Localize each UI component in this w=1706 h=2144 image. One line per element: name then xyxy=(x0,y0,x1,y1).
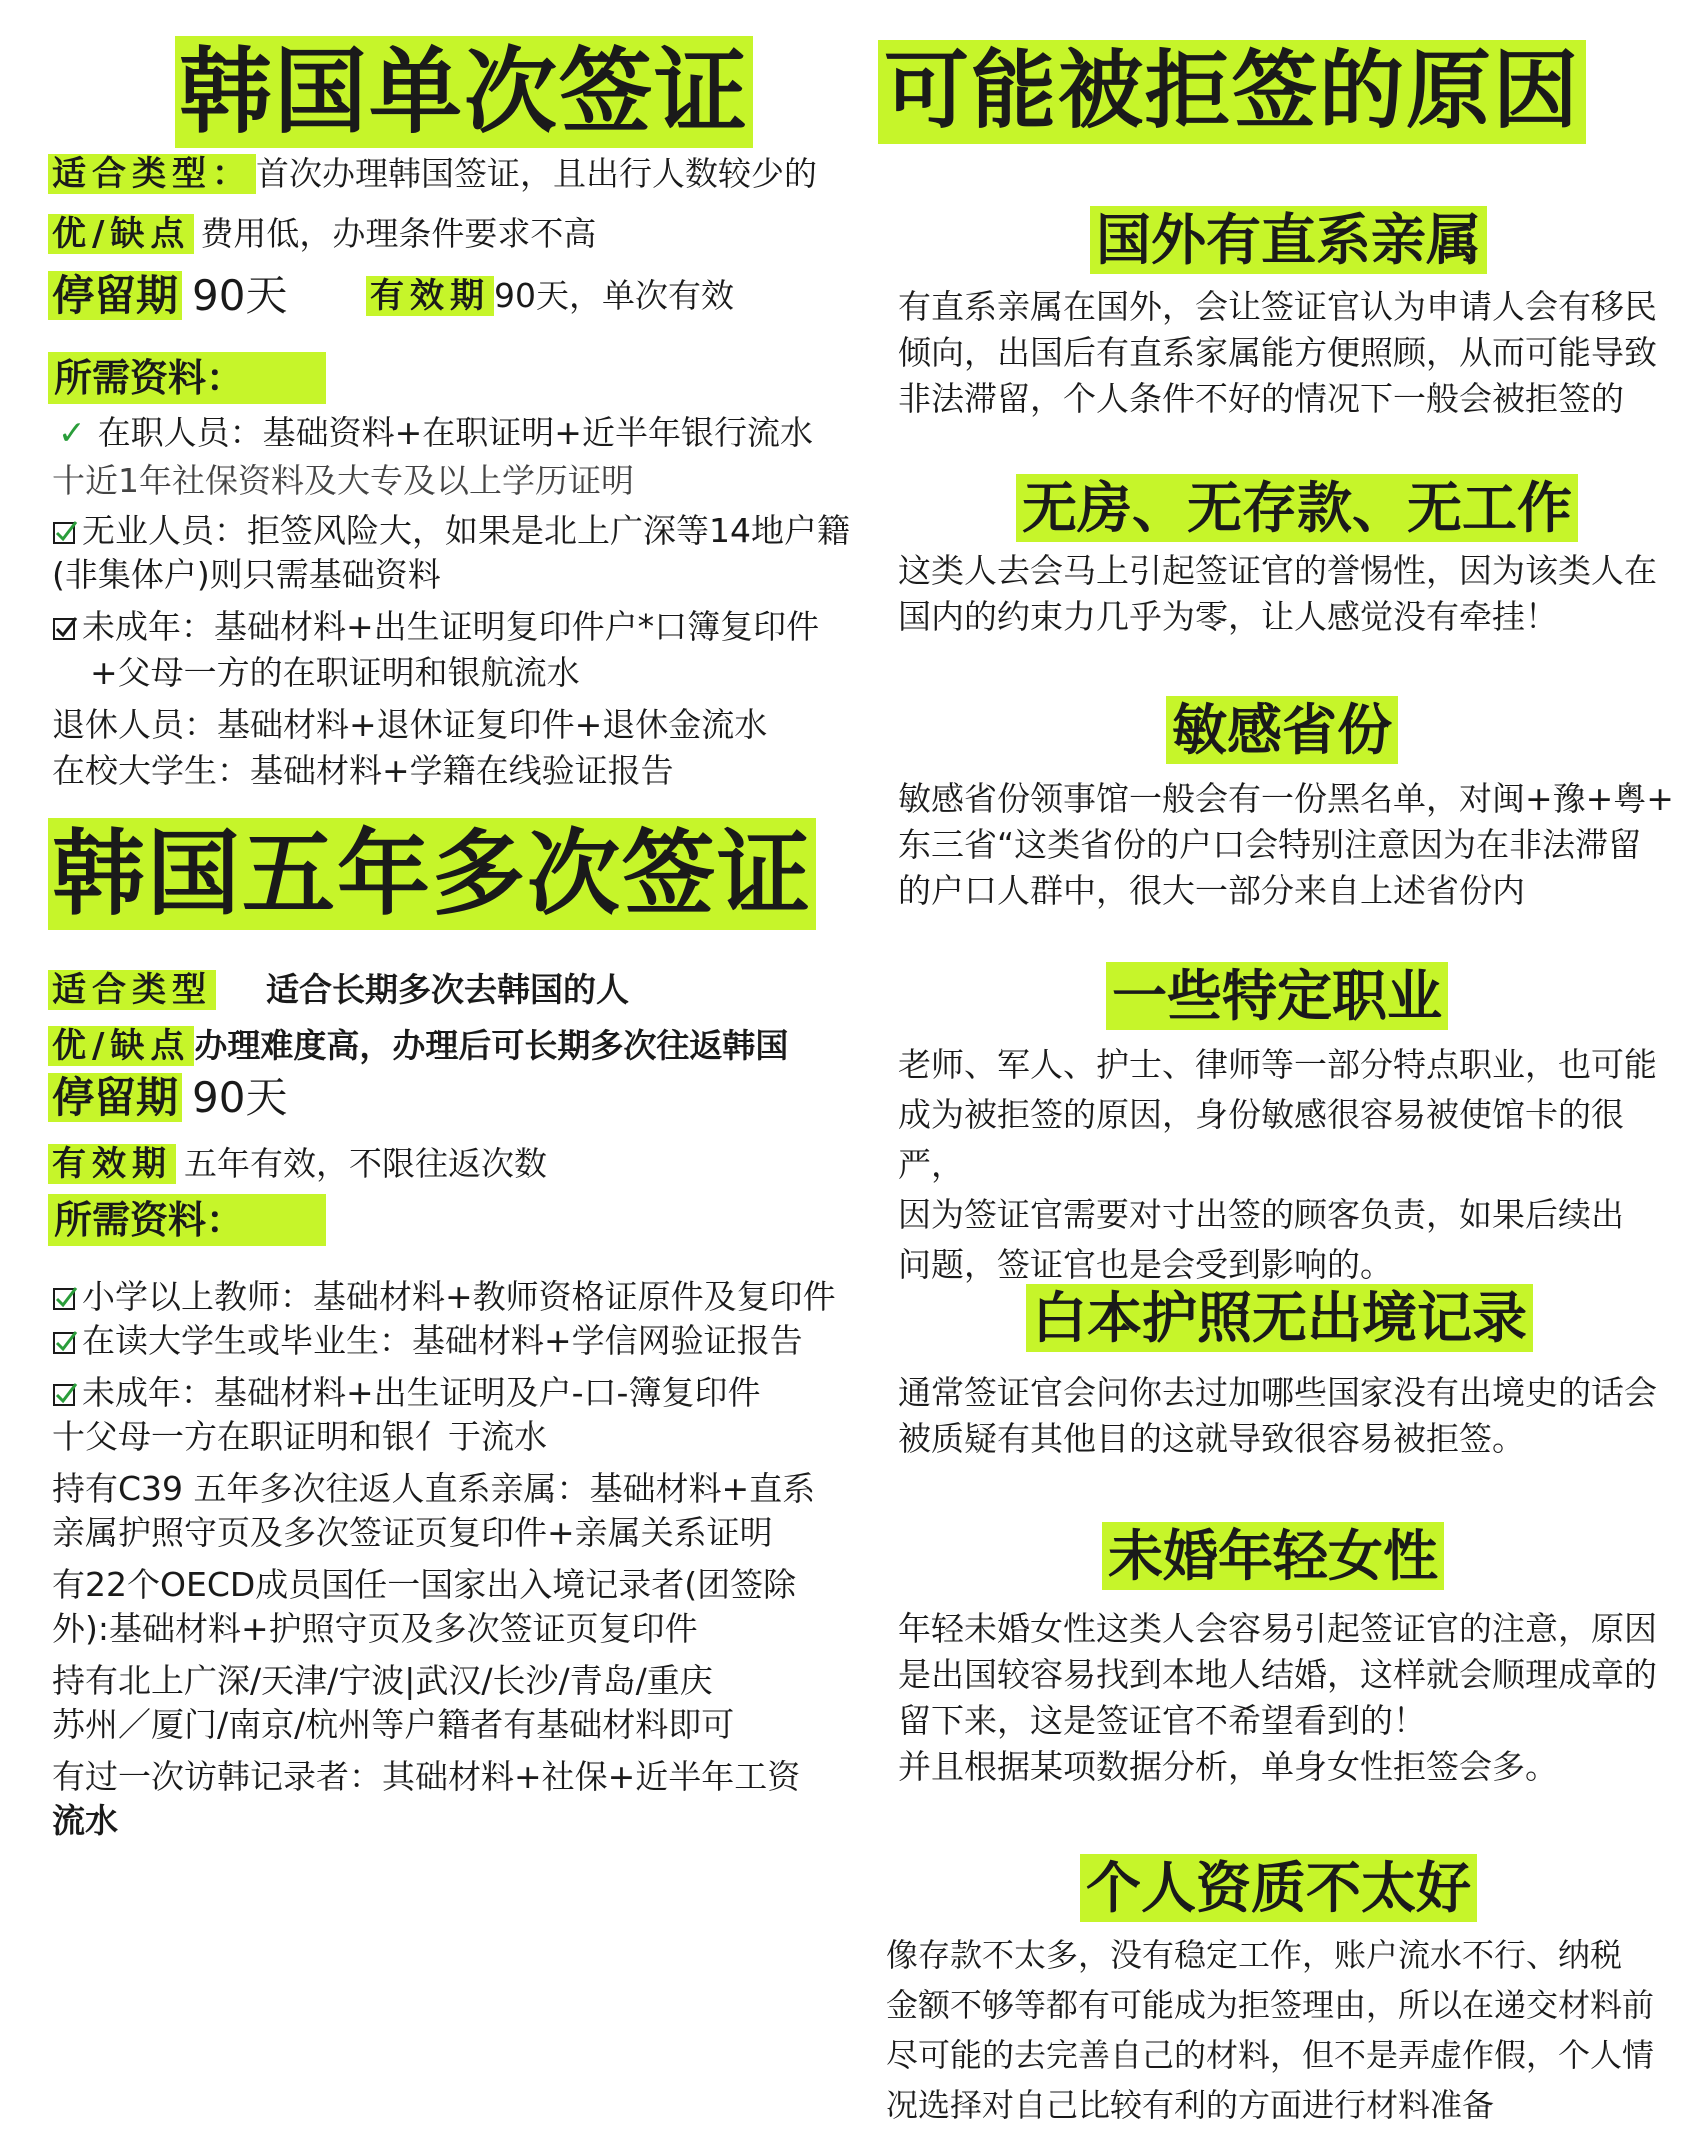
single-item-minor-cont: +父母一方的在职证明和银航流水 xyxy=(90,653,580,692)
checkbox-icon xyxy=(52,1285,78,1311)
reason-line: 这类人去会马上引起签证官的誉惕性，因为该类人在 xyxy=(898,551,1657,590)
multi-pros-label: 优/缺点 xyxy=(48,1026,194,1066)
reason-line: 像存款不太多，没有稳定工作，账户流水不行、纳税 xyxy=(886,1936,1623,1974)
multi-stay-label: 停留期 xyxy=(48,1073,182,1122)
reason-heading: 未婚年轻女性 xyxy=(1102,1522,1444,1590)
checkbox-icon xyxy=(52,615,78,641)
single-item-student: 在校大学生：基础材料+学籍在线验证报告 xyxy=(52,751,674,790)
reason-line: 因为签证官需要对寸出签的顾客负责，如果后续出 xyxy=(898,1195,1624,1234)
multi-item-cities-cont: 苏州／厦门/南京/杭州等户籍者有基础材料即可 xyxy=(52,1705,735,1744)
reason-heading: 个人资质不太好 xyxy=(1080,1854,1477,1922)
reason-line: 年轻未婚女性这类人会容易引起签证官的注意，原因 xyxy=(898,1609,1657,1648)
reason-paragraph xyxy=(898,284,1678,422)
reason-line: 老师、军人、护士、律师等一部分特点职业，也可能 xyxy=(898,1045,1657,1084)
multi-pros-value: 办理难度高，办理后可长期多次往返韩国 xyxy=(194,1026,789,1065)
multi-type-value: 适合长期多次去韩国的人 xyxy=(266,970,629,1009)
single-item-retired: 退休人员：基础材料+退休证复印件+退休金流水 xyxy=(52,705,768,744)
single-visa-title: 韩国单次签证 xyxy=(175,36,753,148)
reason-heading: 无房、无存款、无工作 xyxy=(1016,474,1578,542)
reason-line: 被质疑有其他目的这就导致很容易被拒签。 xyxy=(898,1419,1525,1458)
reason-line: 东三省“这类省份的户口会特别注意因为在非法滞留 xyxy=(898,825,1642,864)
multi-stay-row xyxy=(48,1070,287,1126)
single-item-employed xyxy=(58,410,813,456)
single-item-unemployed-cont: (非集体户)则只需基础资料 xyxy=(52,555,441,594)
single-stay-label: 停留期 xyxy=(48,271,182,320)
multi-validity-row xyxy=(48,1140,547,1188)
multi-item-text: 在读大学生或毕业生：基础材料+学信网验证报告 xyxy=(82,1321,803,1360)
single-type-value: 首次办理韩国签证，且出行人数较少的 xyxy=(256,154,817,193)
single-pros-label: 优/缺点 xyxy=(48,214,194,254)
reason-line: 留下来，这是签证官不希望看到的！ xyxy=(898,1701,1426,1740)
multi-item-text: 未成年：基础材料+出生证明及户-口-簿复印件 xyxy=(82,1373,761,1412)
multi-materials-label: 所需资料： xyxy=(48,1194,326,1246)
reason-line: 敏感省份领事馆一般会有一份黑名单，对闽+豫+粤+ xyxy=(898,779,1674,818)
single-stay-row xyxy=(48,268,287,324)
multi-item-cities: 持有北上广深/天津/宁波|武汉/长沙/青岛/重庆 xyxy=(52,1661,713,1700)
reason-paragraph xyxy=(886,1930,1666,2130)
reason-line: 问题，签证官也是会受到影响的。 xyxy=(898,1245,1393,1284)
reason-line: 非法滞留，个人条件不好的情况下一般会被拒签的 xyxy=(898,379,1624,418)
multi-validity-value: 五年有效，不限往返次数 xyxy=(184,1144,547,1183)
multi-item-minor xyxy=(52,1370,760,1416)
multi-pros-row xyxy=(48,1022,788,1070)
multi-type-row xyxy=(48,966,629,1014)
checkbox-icon xyxy=(52,519,78,545)
single-type-label: 适合类型： xyxy=(48,154,256,194)
single-type-row xyxy=(48,150,817,198)
multi-item-c39-cont: 亲属护照守页及多次签证页复印件+亲属关系证明 xyxy=(52,1513,773,1552)
reason-paragraph xyxy=(898,1606,1678,1790)
reason-line: 尽可能的去完善自己的材料，但不是弄虚作假，个人情 xyxy=(886,2036,1655,2074)
single-item-text: 无业人员：拒签风险大，如果是北上广深等14地户籍 xyxy=(82,511,850,550)
multi-item-oecd-cont: 外):基础材料+护照守页及多次签证页复印件 xyxy=(52,1609,698,1648)
single-item-social: 十近1年社保资料及大专及以上学历证明 xyxy=(52,461,634,500)
multi-item-teacher xyxy=(52,1274,836,1320)
multi-validity-label: 有效期 xyxy=(48,1144,176,1184)
multi-type-label: 适合类型 xyxy=(48,970,216,1010)
single-item-unemployed xyxy=(52,508,850,554)
checkbox-icon xyxy=(52,1381,78,1407)
multi-stay-value: 90天 xyxy=(192,1073,288,1122)
multi-item-minor-cont: 十父母一方在职证明和银亻于流水 xyxy=(52,1417,547,1456)
single-pros-value: 费用低，办理条件要求不高 xyxy=(200,214,597,253)
reason-line: 成为被拒签的原因，身份敏感很容易被使馆卡的很严， xyxy=(898,1095,1624,1184)
multi-item-visited: 有过一次访韩记录者：其础材料+社保+近半年工资 xyxy=(52,1757,801,1796)
single-stay-value: 90天 xyxy=(192,271,288,320)
multi-item-text: 小学以上教师：基础材料+教师资格证原件及复印件 xyxy=(82,1277,836,1316)
reason-line: 况选择对自己比较有利的方面进行材料准备 xyxy=(886,2086,1495,2124)
reason-heading: 白本护照无出境记录 xyxy=(1026,1284,1533,1352)
single-materials-label: 所需资料： xyxy=(48,352,326,404)
reason-line: 倾向，出国后有直系家属能方便照顾，从而可能导致 xyxy=(898,333,1657,372)
reason-line: 是出国较容易找到本地人结婚，这样就会顺理成章的 xyxy=(898,1655,1657,1694)
reason-line: 的户口人群中，很大一部分来自上述省份内 xyxy=(898,871,1525,910)
single-pros-row xyxy=(48,210,596,258)
reason-line: 通常签证官会问你去过加哪些国家没有出境史的话会 xyxy=(898,1373,1657,1412)
reason-line: 国内的约束力几乎为零，让人感觉没有牵挂！ xyxy=(898,597,1558,636)
reason-paragraph xyxy=(898,548,1678,640)
multi-item-c39: 持有C39 五年多次往返人直系亲属：基础材料+直系 xyxy=(52,1469,816,1508)
reason-line: 有直系亲属在国外，会让签证官认为申请人会有移民 xyxy=(898,287,1657,326)
reason-line: 并且根据某项数据分析，单身女性拒签会多。 xyxy=(898,1747,1558,1786)
reason-paragraph xyxy=(898,1370,1678,1462)
multi-item-oecd: 有22个OECD成员国任一国家出入境记录者(团签除 xyxy=(52,1565,797,1604)
multi-visa-title: 韩国五年多次签证 xyxy=(48,818,816,930)
reason-line: 金额不够等都有可能成为拒签理由，所以在递交材料前 xyxy=(886,1986,1655,2024)
checkbox-icon xyxy=(52,1329,78,1355)
multi-item-student xyxy=(52,1318,803,1364)
reason-heading: 一些特定职业 xyxy=(1106,962,1448,1030)
reason-heading: 国外有直系亲属 xyxy=(1090,206,1487,274)
reason-paragraph xyxy=(898,1040,1678,1290)
single-validity-label: 有效期 xyxy=(366,276,494,316)
single-item-text: 在职人员：基础资料+在职证明+近半年银行流水 xyxy=(97,413,813,452)
refusal-title: 可能被拒签的原因 xyxy=(878,40,1586,144)
single-item-text: 未成年：基础材料+出生证明复印件户*口簿复印件 xyxy=(82,607,820,646)
single-validity-value: 90天，单次有效 xyxy=(494,276,734,315)
reason-heading: 敏感省份 xyxy=(1166,696,1398,764)
check-icon: ✓ xyxy=(58,413,86,452)
reason-paragraph xyxy=(898,776,1678,914)
single-validity-row xyxy=(366,272,734,320)
single-item-minor xyxy=(52,604,819,650)
multi-item-visited-cont: 流水 xyxy=(52,1801,118,1840)
